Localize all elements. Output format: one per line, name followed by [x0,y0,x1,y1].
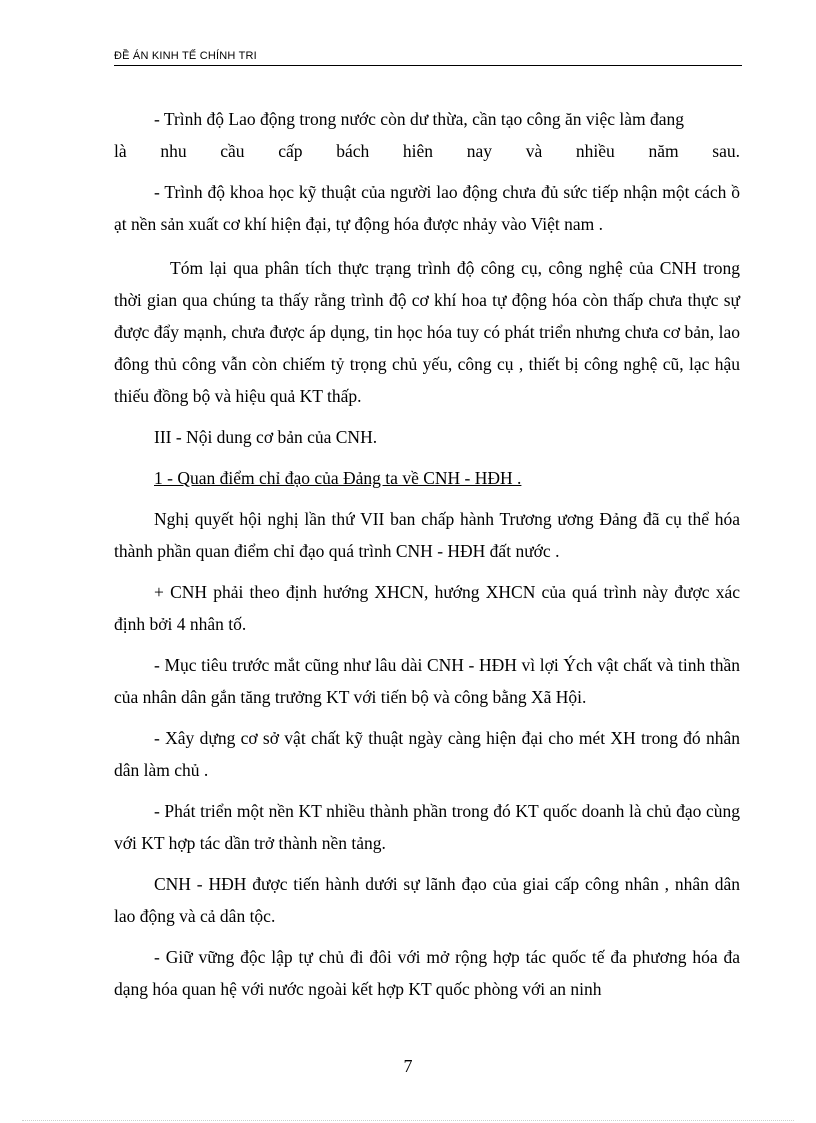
page-bottom-divider [22,1120,794,1121]
paragraph-leadership: CNH - HĐH được tiến hành dưới sự lãnh đạo của giai cấp công nhân , nhân dân lao động và cả dân tộc. [114,874,740,926]
section-heading: III - Nội dung cơ bản của CNH. [154,427,378,447]
paragraph-summary: Tóm lại qua phân tích thực trạng trình độ công cụ, công nghệ của CNH trong thời gian qua chúng ta thấy rằng trình độ cơ khí hoa tự động hóa còn thấp chưa thực sự được đẩy mạnh, chưa được áp dụng, tin học hóa tuy có phát triển nhưng chưa cơ bản, lao đông thủ công vẫn còn chiếm tỷ trọng chủ yếu, công cụ , thiết bị công nghệ cũ, lạc hậu thiếu đồng bộ và hiệu quả KT thấp. [114,258,740,406]
paragraph-multi-sector-economy: - Phát triển một nền KT nhiều thành phần trong đó KT quốc doanh là chủ đạo cùng với KT hợp tác dần trở thành nền tảng. [114,801,740,853]
paragraph-independence: - Giữ vững độc lập tự chủ đi đôi với mở rộng hợp tác quốc tế đa phương hóa đa dạng hóa quan hệ với nước ngoài kết hợp KT quốc phòng với an ninh [114,947,740,999]
paragraph-goals: - Mục tiêu trước mắt cũng như lâu dài CNH - HĐH vì lợi Ých vật chất và tinh thần của nhân dân gắn tăng trưởng KT với tiến bộ và công bằng Xã Hội. [114,655,740,707]
running-header: ĐỀ ÁN KINH TẾ CHÍNH TRI [114,50,742,66]
paragraph-resolution: Nghị quyết hội nghị lần thứ VII ban chấp hành Trương ương Đảng đã cụ thể hóa thành phần quan điểm chỉ đạo quá trình CNH - HĐH đất nước . [114,509,740,561]
page-body [114,103,740,1005]
page-number: 7 [403,1056,413,1076]
subsection-heading-text: 1 - Quan điểm chỉ đạo của Đảng ta về CNH - HĐH . [154,468,522,488]
subsection-heading [114,462,740,494]
paragraph-labor-surplus-line1: - Trình độ Lao động trong nước còn dư thừa, cần tạo công ăn việc làm đang [154,109,685,129]
paragraph-infrastructure: - Xây dựng cơ sở vật chất kỹ thuật ngày càng hiện đại cho mét XH trong đó nhân dân làm chủ . [114,728,740,780]
paragraph-labor-surplus-line2: là nhu cầu cấp bách hiên nay và nhiều năm sau. [114,141,740,161]
paragraph-socialist-orientation: + CNH phải theo định hướng XHCN, hướng XHCN của quá trình này được xác định bởi 4 nhân tố. [114,582,740,634]
paragraph-technical-level: - Trình độ khoa học kỹ thuật của người lao động chưa đủ sức tiếp nhận một cách ồ ạt nền sản xuất cơ khí hiện đại, tự động hóa được nhảy vào Việt nam . [114,182,740,234]
